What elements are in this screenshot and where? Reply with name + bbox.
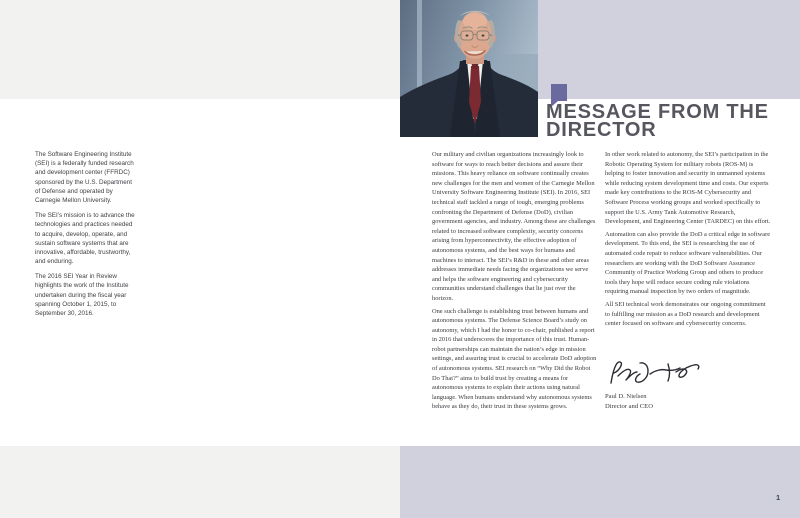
page-number: 1 [776, 493, 781, 502]
sei-description-block [35, 150, 138, 318]
page-title [546, 103, 776, 139]
body-paragraph: One such challenge is establishing trust between humans and autonomous systems. The Defense Science Board’s study on autonomy, which I had the honor to co-chair, published a report in 2016 that underscores the importance of this trust. Human-robot partnerships can maintain the nation’s edge in mission settings, and assuring trust is crucial to accelerate DoD adoption of autonomous systems. SEI research on “Why Did the Robot Do That?” aims to build trust by creating a means for autonomous systems to explain their actions using natural language. When humans understand why autonomous systems behave as they do, their trust in these systems grows. [432, 307, 597, 411]
body-paragraph: All SEI technical work demonstrates our ongoing commitment to fulfilling our mission as a DoD research and development center focused on software and cybersecurity concerns. [605, 300, 766, 328]
sidebar-paragraph: The 2016 SEI Year in Review highlights the work of the Institute undertaken during the fiscal year spanning October 1, 2015, to September 30, 2016. [35, 273, 129, 317]
page-title-line2: DIRECTOR [546, 119, 657, 141]
right-page-top-band [538, 0, 800, 99]
body-paragraph: Our military and civilian organizations increasingly look to software for ways to reach better decisions and assure their missions. This heavy reliance on software continually creates new challenges for the men and women of the Carnegie Mellon University Software Engineering Institute (SEI). In 2016, SEI technical staff tackled a range of tough, emerging problems confronting the Department of Defense (DoD), civilian government agencies, and industry. Among these are challenges related to increased software complexity, security concerns arising from hyperconnectivity, the effective adoption of autonomous systems, and the best ways for humans and machines to interact. The SEI’s R&D in these and other areas addresses immediate needs facing the organizations we serve and helps the software engineering and cybersecurity communities understand challenges that lie just over the horizon. [432, 151, 596, 302]
signature-block [605, 392, 653, 412]
sidebar-paragraph: The SEI’s mission is to advance the technologies and practices needed to acquire, develop, operate, and sustain software systems that are innovative, affordable, trustworthy, and enduring. [35, 212, 135, 266]
page-title-line1: MESSAGE FROM THE [546, 101, 769, 123]
signer-name: Paul D. Nielsen [605, 393, 647, 400]
left-page-bottom-band [0, 446, 400, 518]
left-page-top-band [0, 0, 400, 99]
handwritten-signature [606, 356, 706, 392]
body-column-right [605, 150, 772, 329]
director-portrait-photo [400, 0, 538, 137]
sidebar-paragraph: The Software Engineering Institute (SEI) is a federally funded research and development center (FFRDC) sponsored by the U.S. Department of Defense and operated by Carnegie Mellon University. [35, 151, 134, 204]
signer-role: Director and CEO [605, 403, 653, 410]
portrait-illustration [400, 0, 538, 137]
speech-bubble-icon [551, 84, 567, 101]
right-page-bottom-band [400, 446, 800, 518]
signature-scrawl-icon [606, 356, 706, 392]
body-paragraph: In other work related to autonomy, the SEI’s participation in the Robotic Operating System for military robots (ROS-M) is helping to foster innovation and security in unmanned systems while reducing system development time and costs. Our experts made key contributions to the ROS-M Cybersecurity and Software Process working groups and worked specifically to support the U.S. Army Tank Automotive Research, Development, and Engineering Center (TARDEC) on this effort. [605, 151, 771, 226]
body-column-left [432, 150, 597, 412]
body-paragraph: Automation can also provide the DoD a critical edge in software development. To this end, the SEI is researching the use of automated code repair to reduce software vulnerabilities. Our researchers are working with the DoD Software Assurance Community of Practice Working Group and others to produce tools they hope will reduce secure coding rule violations requiring manual inspection by two orders of magnitude. [605, 230, 771, 296]
